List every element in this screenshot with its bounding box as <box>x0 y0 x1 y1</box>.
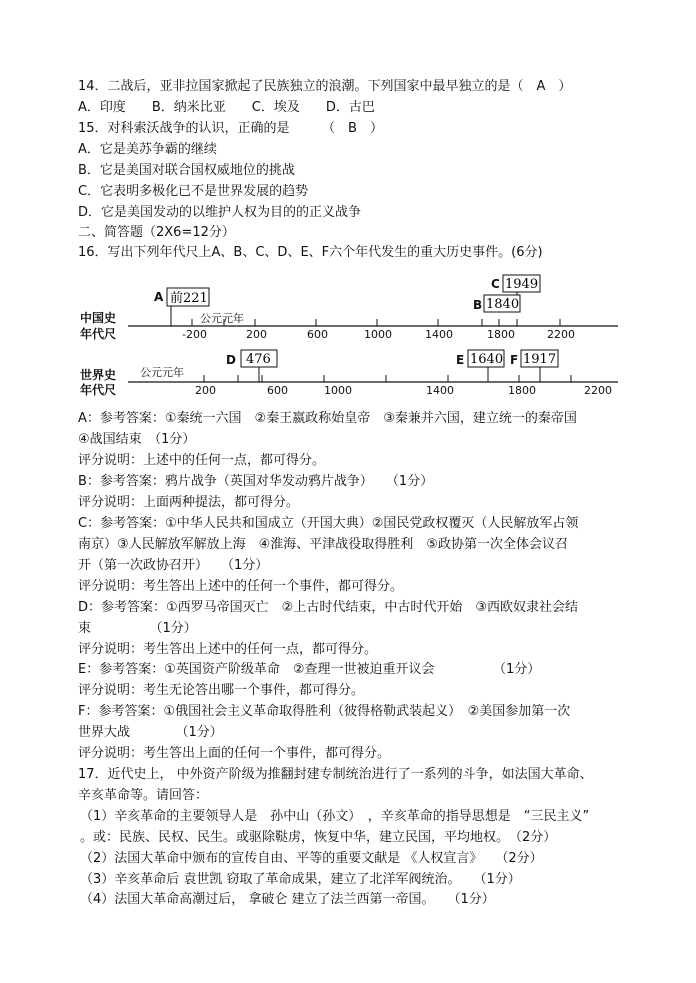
marker-e-year: 1640 <box>470 352 504 367</box>
answer-f-line-1: F：参考答案：①俄国社会主义革命取得胜利（彼得格勒武装起义） ②美国参加第一次 <box>78 704 571 719</box>
q17-sub-1-line-2: 。或：民族、民权、民生。或驱除鞑虏，恢复中华，建立民国，平均地权。 （2分） <box>80 830 557 845</box>
marker-d-letter: D <box>226 353 236 367</box>
world-tick-label: 200 <box>195 384 216 397</box>
china-tick-label: -200 <box>182 328 207 341</box>
world-tick-label: 1400 <box>426 384 454 397</box>
world-tick-label: 1800 <box>508 384 536 397</box>
world-scale-label-2: 年代尺 <box>80 383 117 397</box>
q16-stem: 16．写出下列年代尺上A、B、C、D、E、F六个年代发生的重大历史事件。(6分) <box>78 245 543 260</box>
china-ticks <box>192 319 560 326</box>
world-tick-label: 600 <box>267 384 288 397</box>
answer-d-line-2: 束 （1分） <box>78 621 197 636</box>
china-scale-label-2: 年代尺 <box>80 327 117 341</box>
answer-a-scoring: 评分说明：上述中的任何一点，都可得分。 <box>78 453 326 468</box>
answer-f-scoring: 评分说明：考生答出上面的任何一个事件，都可得分。 <box>78 746 391 761</box>
marker-c-year: 1949 <box>505 277 539 292</box>
answer-e-scoring: 评分说明：考生无论答出哪一个事件，都可得分。 <box>78 683 365 698</box>
marker-f-letter: F <box>510 353 519 367</box>
q15-option-d: D．它是美国发动的以维护人权为目的的正义战争 <box>78 205 362 220</box>
answer-b-line-1: B：参考答案：鸦片战争（英国对华发动鸦片战争） （1分） <box>78 474 434 489</box>
section-two-heading: 二、简答题（2X6=12分） <box>78 225 235 240</box>
world-tick-label: 1000 <box>324 384 352 397</box>
china-tick-label: 600 <box>307 328 328 341</box>
marker-a-letter: A <box>154 290 164 304</box>
q14-options: A．印度 B．纳米比亚 C．埃及 D．古巴 <box>78 100 375 115</box>
answer-a-line-2: ④战国结束 （1分） <box>78 432 196 447</box>
q17-sub-2: （2）法国大革命中颁布的宣传自由、平等的重要文献是 《人权宣言》 （2分） <box>80 851 543 866</box>
china-tick-label: 1400 <box>425 328 453 341</box>
answer-c-line-3: 开（第一次政协召开） （1分） <box>78 558 269 573</box>
answer-e-line-1: E：参考答案：①英国资产阶级革命 ②查理一世被迫重开议会 （1分） <box>78 662 541 677</box>
marker-e-letter: E <box>456 353 465 367</box>
q15-stem: 15．对科索沃战争的认识，正确的是 （ B ） <box>78 121 383 136</box>
china-tick-label: 1000 <box>364 328 392 341</box>
marker-c-letter: C <box>491 277 500 291</box>
world-ce-label: 公元元年 <box>140 366 184 379</box>
marker-a-year: 前221 <box>170 291 208 306</box>
china-tick-label: 1800 <box>487 328 515 341</box>
marker-b-year: 1840 <box>486 297 520 312</box>
answer-a-line-1: A：参考答案：①秦统一六国 ②秦王嬴政称始皇帝 ③秦兼并六国，建立统一的秦帝国 <box>78 411 577 426</box>
q17-stem-1: 17．近代史上， 中外资产阶级为推翻封建专制统治进行了一系列的斗争，如法国大革命、 <box>78 767 593 782</box>
q15-option-b: B．它是美国对联合国权威地位的挑战 <box>78 163 295 178</box>
q14-stem: 14．二战后，亚非拉国家掀起了民族独立的浪潮。下列国家中最早独立的是（ A ） <box>78 79 572 94</box>
q17-sub-1-line-1: （1）辛亥革命的主要领导人是 孙中山（孙文） ，辛亥革命的指导思想是 “三民主义” <box>80 809 590 824</box>
answer-d-scoring: 评分说明：考生答出上述中的任何一点，都可得分。 <box>78 642 378 657</box>
marker-b-letter: B <box>473 298 483 312</box>
china-ce-label: 公元元年 <box>200 312 244 325</box>
marker-f-year: 1917 <box>523 352 557 367</box>
world-tick-label: 2200 <box>584 384 612 397</box>
q15-option-c: C．它表明多极化已不是世界发展的趋势 <box>78 184 309 199</box>
answer-c-line-1: C：参考答案：①中华人民共和国成立（开国大典）②国民党政权覆灭（人民解放军占领 <box>78 516 579 531</box>
answer-c-line-2: 南京）③人民解放军解放上海 ④淮海、平津战役取得胜利 ⑤政协第一次全体会议召 <box>78 537 568 552</box>
china-scale-label-1: 中国史 <box>80 311 117 325</box>
answer-c-scoring: 评分说明：考生答出上述中的任何一个事件，都可得分。 <box>78 579 404 594</box>
answer-b-scoring: 评分说明：上面两种提法，都可得分。 <box>78 495 300 510</box>
china-tick-label: 2200 <box>547 328 575 341</box>
q15-option-a: A．它是美苏争霸的继续 <box>78 142 217 157</box>
marker-d-year: 476 <box>246 352 271 367</box>
answer-f-line-2: 世界大战 （1分） <box>78 725 223 740</box>
q17-sub-4: （4）法国大革命高潮过后， 拿破仑 建立了法兰西第一帝国。 （1分） <box>80 892 495 907</box>
china-tick-label: 200 <box>246 328 267 341</box>
answer-d-line-1: D：参考答案：①西罗马帝国灭亡 ②上古时代结束，中古时代开始 ③西欧奴隶社会结 <box>78 600 578 615</box>
timeline-figure <box>78 270 638 400</box>
q17-stem-2: 辛亥革命等。请回答： <box>78 788 209 803</box>
q17-sub-3: （3）辛亥革命后 袁世凯 窃取了革命成果，建立了北洋军阀统治。 （1分） <box>80 872 521 887</box>
world-scale-label-1: 世界史 <box>80 368 117 382</box>
